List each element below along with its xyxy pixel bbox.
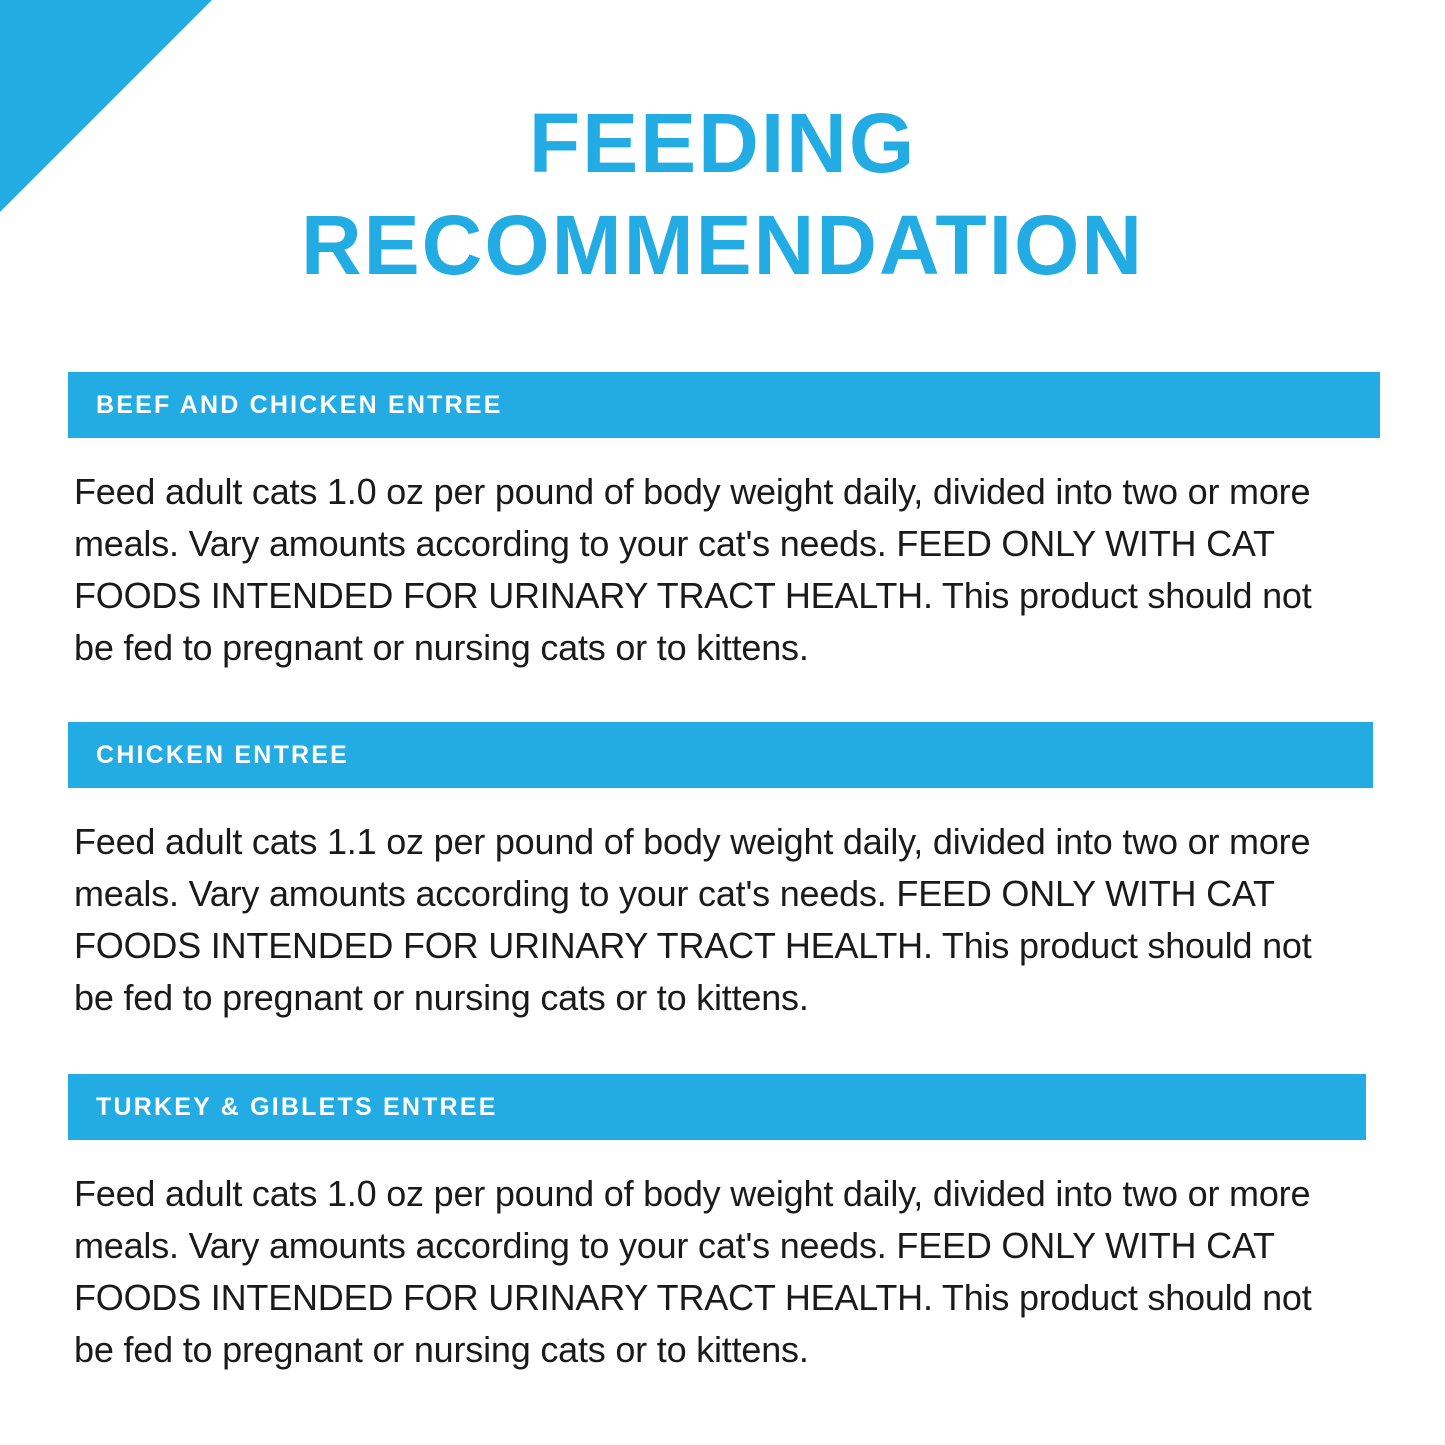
section-chicken-entree <box>68 722 1380 1024</box>
page-title <box>0 92 1445 297</box>
section-body-text: Feed adult cats 1.0 oz per pound of body weight daily, divided into two or more meals. Vary amounts according to your cat's needs. FEED ONLY WITH CAT FOODS INTENDED FOR URINARY TRACT HEALTH. This product should not be fed to pregnant or nursing cats or to kittens. <box>74 471 1312 668</box>
section-turkey-and-giblets-entree <box>68 1074 1380 1376</box>
section-body-text: Feed adult cats 1.1 oz per pound of body weight daily, divided into two or more meals. Vary amounts according to your cat's needs. FEED ONLY WITH CAT FOODS INTENDED FOR URINARY TRACT HEALTH. This product should not be fed to pregnant or nursing cats or to kittens. <box>74 821 1312 1018</box>
section-beef-and-chicken-entree <box>68 372 1380 674</box>
section-body-text: Feed adult cats 1.0 oz per pound of body weight daily, divided into two or more meals. Vary amounts according to your cat's needs. FEED ONLY WITH CAT FOODS INTENDED FOR URINARY TRACT HEALTH. This product should not be fed to pregnant or nursing cats or to kittens. <box>74 1173 1312 1370</box>
section-heading: CHICKEN ENTREE <box>68 722 1373 788</box>
sections-container <box>68 372 1380 1382</box>
page-title-line-1: FEEDING <box>528 96 917 190</box>
section-heading: BEEF AND CHICKEN ENTREE <box>68 372 1380 438</box>
section-spacer <box>68 1030 1380 1074</box>
page-title-line-2: RECOMMENDATION <box>300 198 1145 293</box>
section-spacer <box>68 680 1380 722</box>
section-heading: TURKEY & GIBLETS ENTREE <box>68 1074 1366 1140</box>
